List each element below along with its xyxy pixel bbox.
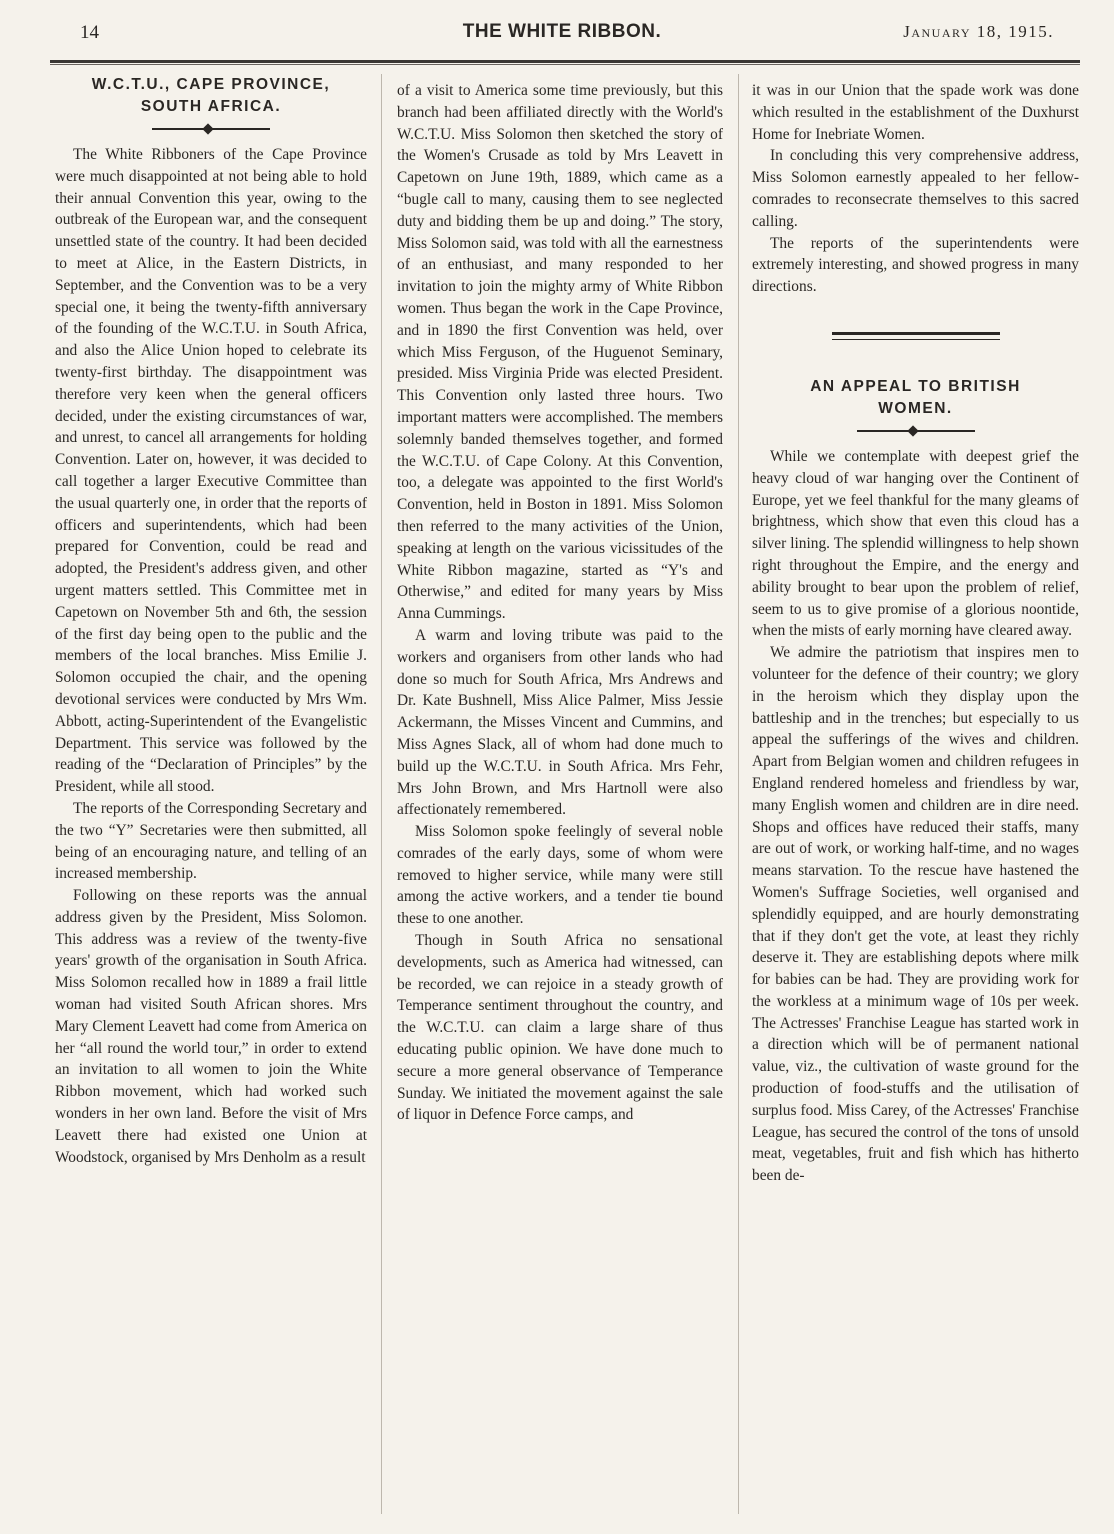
article-heading-appeal [752, 376, 1079, 420]
paragraph: In concluding this very comprehensive address, Miss Solomon earnestly appealed to her fellow-comrades to reconsecrate themselves to this sacred calling. [752, 147, 1079, 230]
issue-date: January 18, 1915. [903, 22, 1054, 41]
heading-ornament [152, 124, 270, 134]
paragraph: The reports of the Corresponding Secretary and the two “Y” Secretaries were then submitted, all being of an encouraging nature, and telling of an increased membership. [55, 799, 367, 883]
header-rule [50, 60, 1080, 63]
article-heading-cape-province [55, 74, 367, 118]
paragraph: Following on these reports was the annual address given by the President, Miss Solomon. This address was a review of the twenty-five years' growth of the organisation in South Africa. Miss Solomon recalled how in 1889 a frail little woman had visited South African shores. Mrs Mary Clement Leavett had come from America on her “all round the world tour,” in order to extend an invitation to all women to join the White Ribbon movement, which had worked such wonders in her own land. Before the visit of Mrs Leavett there had existed one Union at Woodstock, organised by Mrs Denholm as a result [55, 887, 367, 1166]
paragraph: We admire the patriotism that inspires men to volunteer for the defence of their country; we glory in the heroism which they display upon the battleship and in the trenches; but especially to us appeal the sufferings of the wives and children. Apart from Belgian women and children refugees in England rendered homeless and friendless by war, many English women and children are in dire need. Shops and offices have reduced their staffs, many are out of work, or working half-time, and no wages means starvation. To the rescue have hastened the Women's Suffrage Societies, well organised and splendidly equipped, and are hourly demonstrating that if they don't get the vote, at least they richly deserve it. They are establishing depots where milk for babies can be had. They are providing work for the workless at a minimum wage of 10s per week. The Actresses' Franchise League has started work in a direction which will be of permanent national value, viz., the cultivation of waste ground for the production of food-stuffs and the utilisation of surplus food. Miss Carey, of the Actresses' Franchise League, has secured the control of the tons of unsold meat, vegetables, fruit and fish which has hitherto been de- [752, 644, 1079, 1185]
heading-line: W.C.T.U., CAPE PROVINCE, [91, 76, 331, 93]
journal-title: THE WHITE RIBBON. [462, 21, 662, 42]
heading-ornament [857, 426, 975, 436]
paragraph-continued: it was in our Union that the spade work was done which resulted in the establishment of the Duxhurst Home for Inebriate Women. [752, 82, 1079, 143]
column-3 [752, 80, 1079, 1187]
heading-line: WOMEN. [878, 399, 953, 417]
page-number: 14 [80, 22, 99, 43]
paragraph: A warm and loving tribute was paid to the workers and organisers from other lands who had done so much for South Africa, Mrs Andrews and Dr. Kate Bushnell, Miss Alice Palmer, Miss Jessie Ackermann, the Misses Vincent and Cummins, and Miss Agnes Slack, all of whom had done much to build up the W.C.T.U. in South Africa. Mrs Fehr, Mrs John Brown, and Mrs Hartnoll were also affectionately remembered. [397, 626, 723, 819]
column-divider [381, 74, 382, 1514]
header-rule-thin [50, 64, 1080, 65]
paragraph: Miss Solomon spoke feelingly of several noble comrades of the early days, some of whom were removed to higher service, while many were still among the active workers, and a tender tie bound these to one another. [397, 823, 723, 928]
column-1 [55, 74, 367, 1168]
section-divider [832, 332, 1000, 340]
paragraph-continued: of a visit to America some time previously, but this branch had been affiliated directly with the World's W.C.T.U. Miss Solomon then sketched the story of the Women's Crusade as told by Mrs Leavett in Capetown on June 19th, 1889, which came as a “bugle call to many, causing them to see neglected duty and bidding them be up and doing.” The story, Miss Solomon said, was told with all the earnestness of an enthusiast, and many responded to her invitation to join the mighty army of White Ribbon women. Thus began the work in the Cape Province, and in 1890 the first Convention was held, over which Miss Ferguson, of the Huguenot Seminary, presided. Miss Virginia Pride was elected President. This Convention only lasted three hours. Two important matters were accomplished. The members solemnly banded themselves together, and formed the W.C.T.U. of Cape Colony. At this Convention, too, a delegate was appointed to the first World's Convention, held in Boston in 1891. Miss Solomon then referred to the many activities of the Union, speaking at length on the various vicissitudes of the White Ribbon magazine, started as “Y's and Otherwise,” and edited for many years by Miss Anna Cummings. [397, 82, 723, 623]
column-2 [397, 80, 723, 1126]
paragraph: The reports of the superintendents were extremely interesting, and showed progress in many directions. [752, 234, 1079, 296]
paragraph: The White Ribboners of the Cape Province were much disappointed at not being able to hold their annual Convention this year, owing to the outbreak of the European war, and the consequent unsettled state of the country. It had been decided to meet at Alice, in the Eastern Districts, in September, and the Convention was to be a very special one, it being the twenty-fifth anniversary of the founding of the W.C.T.U. in South Africa, and also the Alice Union hoped to celebrate its twenty-first birthday. The disappointment was therefore very keen when the general officers decided, under the existing circumstances of war, and unrest, to cancel all arrangements for holding Convention. Later on, however, it was decided to call together a larger Executive Committee than the usual quarterly one, in order that the reports of officers and superintendents, which had been prepared for Convention, could be read and adopted, the President's address given, and other urgent matters settled. This Committee met in Capetown on November 5th and 6th, the session of the first day being open to the public and the members of the local branches. Miss Emilie J. Solomon occupied the chair, and the opening devotional services were conducted by Mrs Wm. Abbott, acting-Superintendent of the Evangelistic Department. This service was followed by the reading of the “Declaration of Principles” by the President, while all stood. [55, 146, 367, 796]
column-divider [738, 74, 739, 1514]
paragraph: Though in South Africa no sensational developments, such as America had witnessed, can be recorded, we can rejoice in a steady growth of Temperance sentiment throughout the country, and the W.C.T.U. can claim a large share of thus educating public opinion. We have done much to secure a more general observance of Temperance Sunday. We initiated the movement against the sale of liquor in Defence Force camps, and [397, 932, 723, 1124]
page-header [70, 18, 1054, 54]
heading-line: SOUTH AFRICA. [140, 98, 282, 115]
paragraph: While we contemplate with deepest grief the heavy cloud of war hanging over the Continent of Europe, yet we feel thankful for the many gleams of brightness, which show that even this cloud has a silver lining. The splendid willingness to help shown right throughout the Empire, and the energy and ability brought to bear upon the problem of relief, seem to us to give promise of a glorious noontide, when the mists of early morning have cleared away. [752, 447, 1079, 640]
heading-line: AN APPEAL TO BRITISH [810, 377, 1021, 395]
